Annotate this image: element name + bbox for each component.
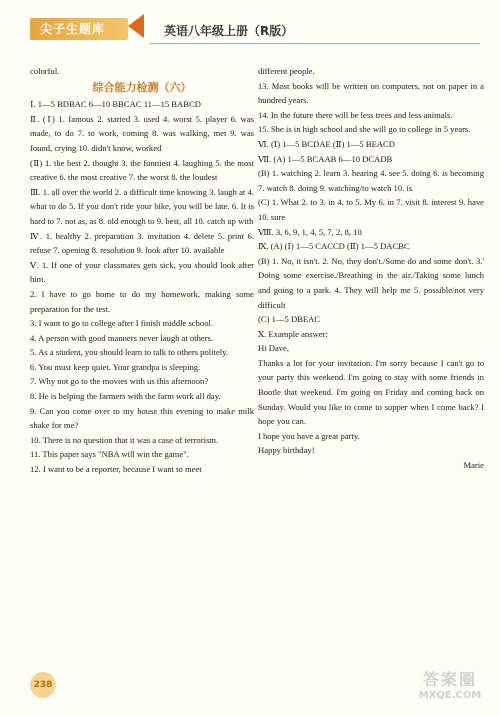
watermark-sub: MXQE.COM: [418, 690, 482, 701]
answer-block: 12. I want to be a reporter, because I want to meet: [30, 464, 202, 475]
answer-block: 10. There is no question that it was a case of terrorism.: [30, 434, 219, 445]
left-column: [30, 64, 254, 477]
answer-block: (B) 1. No, it isn't. 2. No, they don't./Some do and some don't. 3.' Doing some exercise./Breathing in the air./Taking some lunch and going to a park. 4. They will help me 5. possible/not very difficult: [258, 255, 484, 310]
brand-name: 尖子生题库: [40, 22, 106, 36]
answer-block: (C) 1. What 2. to 3. in 4. to 5. My 6. in 7. visit 8. interest 9. have 10. sure: [258, 197, 484, 222]
watermark-main: 答案圈: [422, 670, 477, 689]
watermark: [408, 670, 492, 710]
header-divider: [150, 43, 480, 44]
answer-block: 2. I have to go home to do my homework, making some preparation for the test.: [30, 288, 254, 314]
answer-block: Ⅷ. 3, 6, 9, 1, 4, 5, 7, 2, 8, 10: [258, 226, 362, 237]
page-header: [0, 0, 500, 48]
letter-line: I hope you have a great party.: [258, 430, 360, 441]
answer-block: Ⅶ. (A) 1—5 BCAAB 6—10 DCADB: [258, 153, 393, 164]
answer-block: 4. A person with good manners never laugh at others.: [30, 332, 214, 343]
answer-block: 11. This paper says "NBA will win the game".: [30, 449, 189, 460]
answer-block: 15. She is in high school and she will go to college in 5 years.: [258, 124, 471, 135]
answer-block: Ⅳ. 1. healthy 2. preparation 3. invitation 4. delete 5. print 6. refuse 7. opening 8. resolution 9. look after 10. available: [30, 230, 254, 256]
answer-block: 3. I want to go to college after I finish middle school.: [30, 318, 214, 329]
answer-block: Ⅵ. (Ⅰ) 1—5 BCDAE (Ⅱ) 1—5 BEACD: [258, 138, 395, 149]
answer-block: (C) 1—5 DBEAC: [258, 314, 321, 325]
answer-block: 5. As a student, you should learn to talk to others politely.: [30, 347, 229, 358]
letter-body: Thanks a lot for your invitation. I'm sorry because I can't go to your party this weekend. I'm going to stay with some friends in Bootle that weekend. I'm going on Friday and coming back on Sunday. Would you like to come to supper when I come back? I hope you can.: [258, 357, 484, 427]
page-number-badge: 238: [30, 672, 56, 698]
answer-block: Ⅰ. 1—5 BDBAC 6—10 BBCAC 11—15 BABCD: [30, 99, 201, 110]
answer-block: 8. He is helping the farmers with the farm work all day.: [30, 391, 221, 402]
answer-block: (Ⅱ) 1. the best 2. thought 3. the funniest 4. laughing 5. the most creative 6. the most creative 7. the worst 8. the loudest: [30, 157, 254, 183]
letter-signature: Marie: [463, 460, 484, 471]
text-line: colorful.: [30, 66, 60, 76]
answer-block: (B) 1. watching 2. learn 3. hearing 4. see 5. doing 6. is becoming 7. watch 8. doing 9. watching/to watch 10. is: [258, 168, 484, 193]
answer-block: Ⅹ. Example answer:: [258, 328, 328, 339]
answer-block: 6. You must keep quiet. Your grandpa is sleeping.: [30, 361, 201, 372]
answer-block: 13. Most books will be written on computers, not on paper in a hundred years.: [258, 80, 484, 106]
answer-block: Ⅲ. 1. all over the world 2. a difficult time knowing 3. laugh at 4. what to do 5. If you don't ride your bike, you will be late. 6. It is hard to 7. not as, as 8. old enough to 9. best, all 10. catch up with: [30, 186, 254, 226]
answer-block: 7. Why not go to the movies with us this afternoon?: [30, 376, 209, 387]
book-title: 英语八年级上册（R版）: [164, 24, 294, 38]
answer-block: 14. In the future there will be less trees and less animals.: [258, 109, 453, 120]
letter-greeting: Hi Dave,: [258, 343, 290, 354]
arrow-icon: [128, 14, 144, 38]
answer-block: different people.: [258, 66, 315, 76]
letter-line: Happy birthday!: [258, 445, 315, 456]
answer-block: Ⅱ. (Ⅰ) 1. famous 2. started 3. used 4. worst 5. player 6. was made, to do 7. to work, coming 8. was walking, met 9. was found, crying 10. didn't know, worked: [30, 113, 254, 153]
answer-block: Ⅸ. (A) (Ⅰ) 1—5 CACCD (Ⅱ) 1—5 DACBC: [258, 241, 410, 252]
answer-block: Ⅴ. 1. If one of your classmates gets sick, you should look after him.: [30, 259, 254, 285]
answer-block: 9. Can you come over to my house this evening to make milk shake for me?: [30, 405, 254, 431]
right-column: [258, 64, 484, 473]
section-title: 综合能力检测（六）: [92, 80, 192, 94]
